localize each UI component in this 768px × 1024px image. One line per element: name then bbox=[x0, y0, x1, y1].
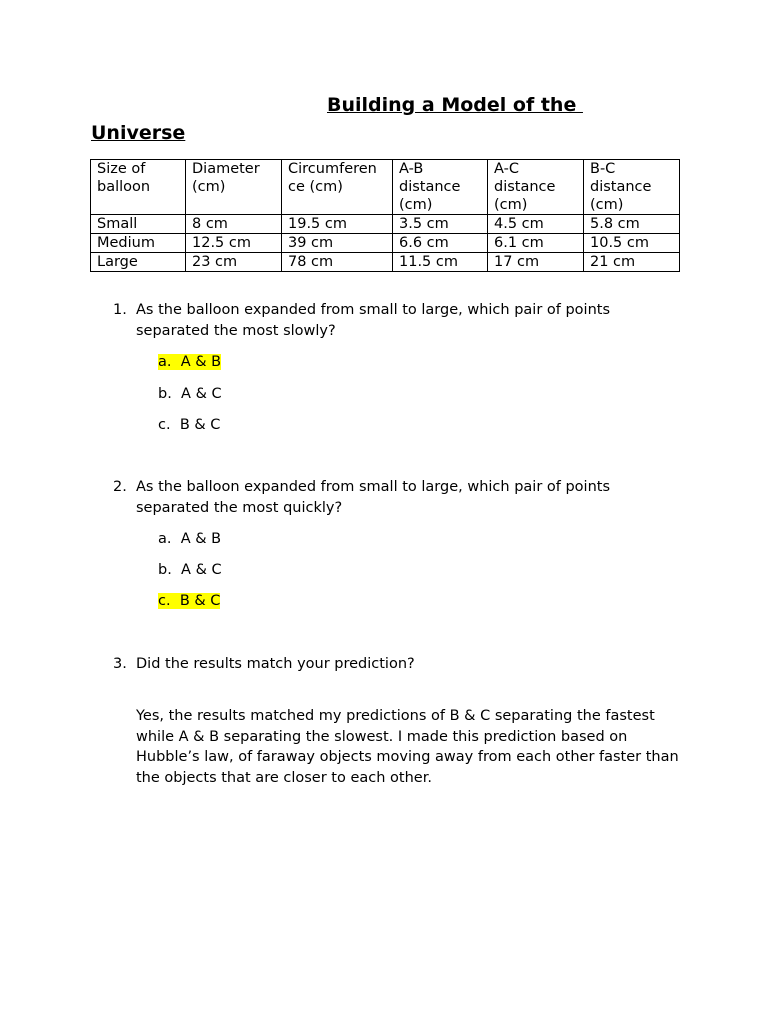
table-cell: 11.5 cm bbox=[393, 253, 488, 272]
header-text: A-C bbox=[494, 161, 519, 177]
header-text: B-C bbox=[590, 161, 616, 177]
option-text: B & C bbox=[179, 593, 221, 609]
header-text: (cm) bbox=[494, 197, 528, 213]
header-text: distance bbox=[590, 179, 652, 195]
header-text: A-B bbox=[399, 161, 424, 177]
header-text: ce (cm) bbox=[288, 179, 343, 195]
option-letter: a. bbox=[158, 531, 172, 547]
question-number: 2. bbox=[113, 479, 127, 495]
balloon-measurements-table bbox=[90, 159, 680, 272]
header-text: (cm) bbox=[399, 197, 433, 213]
document-title-line2: Universe bbox=[91, 122, 186, 144]
table-cell: 6.6 cm bbox=[393, 234, 488, 253]
table-cell: 10.5 cm bbox=[584, 234, 680, 253]
option-text: A & B bbox=[180, 531, 222, 547]
option-text: B & C bbox=[179, 417, 221, 433]
table-cell: 3.5 cm bbox=[393, 215, 488, 234]
table-header-cell bbox=[91, 160, 186, 215]
table-header-cell bbox=[186, 160, 282, 215]
question-number: 1. bbox=[113, 302, 127, 318]
table-header-cell bbox=[488, 160, 584, 215]
question-text: As the balloon expanded from small to large, which pair of points separated the most quickly? bbox=[136, 479, 611, 516]
table-header-cell bbox=[584, 160, 680, 215]
table-cell: Small bbox=[91, 215, 186, 234]
header-text: distance bbox=[494, 179, 556, 195]
header-text: (cm) bbox=[590, 197, 624, 213]
header-text: Size of bbox=[97, 161, 146, 177]
option-text: A & C bbox=[181, 562, 222, 578]
header-text: Circumferen bbox=[288, 161, 377, 177]
highlighted-answer bbox=[158, 593, 220, 609]
table-cell: 4.5 cm bbox=[488, 215, 584, 234]
question-2-option-a bbox=[158, 530, 221, 548]
header-text: (cm) bbox=[192, 179, 226, 195]
table-cell: 23 cm bbox=[186, 253, 282, 272]
header-text: distance bbox=[399, 179, 461, 195]
option-letter: a. bbox=[158, 354, 172, 370]
table-cell: 39 cm bbox=[282, 234, 393, 253]
table-header-cell bbox=[282, 160, 393, 215]
table-row bbox=[91, 234, 680, 253]
question-2-option-c bbox=[158, 592, 220, 610]
highlighted-answer bbox=[158, 354, 221, 370]
question-3-answer: Yes, the results matched my predictions of B & C separating the fastest while A & B separating the slowest. I made this prediction based on Hubble’s law, of faraway objects moving away from each other faster than the objects that are closer to each other. bbox=[136, 708, 679, 786]
table-cell: 21 cm bbox=[584, 253, 680, 272]
option-letter: b. bbox=[158, 562, 172, 578]
table-header-cell bbox=[393, 160, 488, 215]
question-2-option-b bbox=[158, 561, 222, 579]
question-1-option-b bbox=[158, 385, 222, 403]
table-cell: 8 cm bbox=[186, 215, 282, 234]
table-cell: 17 cm bbox=[488, 253, 584, 272]
table-cell: Large bbox=[91, 253, 186, 272]
option-letter: c. bbox=[158, 417, 171, 433]
header-text: balloon bbox=[97, 179, 151, 195]
question-1-option-c bbox=[158, 416, 220, 434]
table-row bbox=[91, 215, 680, 234]
question-text: Did the results match your prediction? bbox=[136, 656, 415, 672]
option-text: A & C bbox=[181, 386, 222, 402]
table-row bbox=[91, 253, 680, 272]
header-text: Diameter bbox=[192, 161, 260, 177]
option-letter: b. bbox=[158, 386, 172, 402]
question-1-option-a bbox=[158, 353, 221, 371]
option-text: A & B bbox=[180, 354, 222, 370]
document-title-line1: Building a Model of the bbox=[327, 94, 583, 116]
table-cell: 19.5 cm bbox=[282, 215, 393, 234]
table-header-row bbox=[91, 160, 680, 215]
table-cell: Medium bbox=[91, 234, 186, 253]
table-cell: 6.1 cm bbox=[488, 234, 584, 253]
table-cell: 12.5 cm bbox=[186, 234, 282, 253]
table-cell: 78 cm bbox=[282, 253, 393, 272]
option-letter: c. bbox=[158, 593, 171, 609]
question-text: As the balloon expanded from small to large, which pair of points separated the most slowly? bbox=[136, 302, 611, 339]
question-number: 3. bbox=[113, 656, 127, 672]
table-cell: 5.8 cm bbox=[584, 215, 680, 234]
